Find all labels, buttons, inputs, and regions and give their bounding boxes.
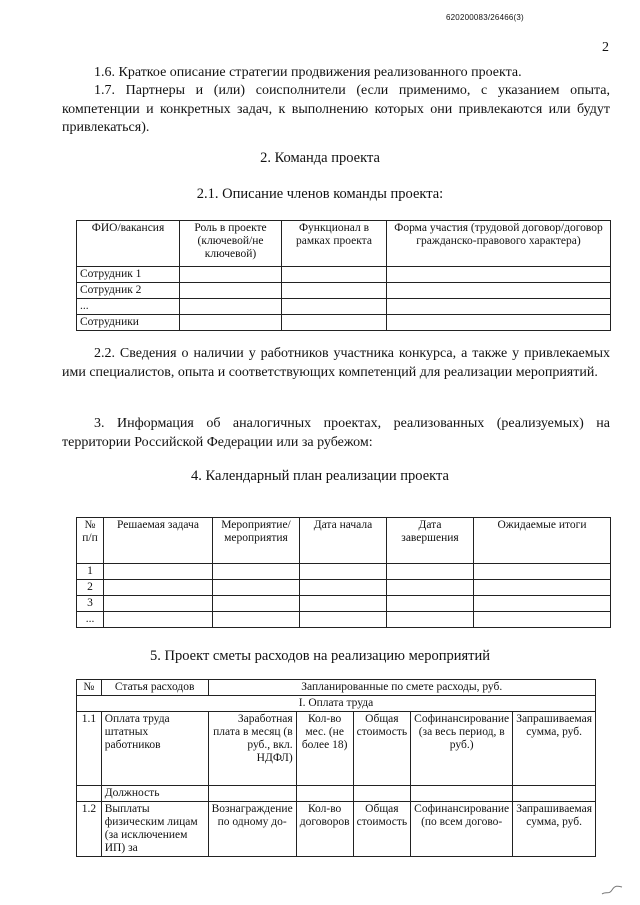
budget-row-1-1-item: Оплата труда штатных работников	[101, 712, 208, 786]
budget-row-1-1-months: Кол-во мес. (не более 18)	[296, 712, 353, 786]
budget-row-1-2-contracts: Кол-во договоров	[296, 802, 353, 857]
section-2-title: 2. Команда проекта	[260, 150, 380, 166]
plan-row-num: ...	[77, 612, 104, 628]
plan-row-num: 3	[77, 596, 104, 612]
budget-row-1-1-num: 1.1	[77, 712, 102, 786]
plan-header-start: Дата начала	[300, 518, 387, 564]
budget-row-1-2-requested: Запрашиваемая сумма, руб.	[513, 802, 596, 857]
handwritten-mark	[600, 883, 624, 897]
team-row-label: ...	[77, 299, 180, 315]
team-table	[76, 220, 611, 331]
plan-header-num: № п/п	[77, 518, 104, 564]
section-5-title: 5. Проект сметы расходов на реализацию мероприятий	[150, 648, 490, 664]
section-2-1-title: 2.1. Описание членов команды проекта:	[196, 186, 444, 202]
team-header-functions: Функционал в рамках проекта	[282, 221, 387, 267]
plan-header-activity: Мероприятие/мероприятия	[213, 518, 300, 564]
plan-row-num: 1	[77, 564, 104, 580]
budget-row-1-2-reward: Вознаграждение по одному до-	[208, 802, 296, 857]
team-row-label: Сотрудник 1	[77, 267, 180, 283]
budget-row-1-2-total: Общая стоимость	[353, 802, 411, 857]
budget-header-num: №	[77, 680, 102, 696]
plan-table	[76, 517, 611, 628]
budget-row-1-1-salary: Заработная плата в месяц (в руб., вкл. НДФЛ)	[208, 712, 296, 786]
plan-header-results: Ожидаемые итоги	[474, 518, 611, 564]
plan-row-num: 2	[77, 580, 104, 596]
budget-row-1-1-total: Общая стоимость	[353, 712, 411, 786]
section-4-title: 4. Календарный план реализации проекта	[191, 468, 449, 484]
budget-position-label: Должность	[101, 786, 208, 802]
team-header-role: Роль в проекте (ключевой/не ключевой)	[180, 221, 282, 267]
budget-section-labor: I. Оплата труда	[77, 696, 596, 712]
plan-header-end: Дата завершения	[387, 518, 474, 564]
budget-row-1-1-requested: Запрашиваемая сумма, руб.	[513, 712, 596, 786]
budget-row-1-1-cofinancing: Софинансирование (за весь период, в руб.)	[411, 712, 513, 786]
paragraph-1-6: 1.6. Краткое описание стратегии продвижения реализованного проекта.	[94, 65, 522, 80]
paragraph-3: 3. Информация об аналогичных проектах, реализованных (реализуемых) на территории Российской Федерации или за рубежом:	[62, 416, 610, 450]
paragraph-1-7: 1.7. Партнеры и (или) соисполнители (если применимо, с указанием опыта, компетенции и конкретных задач, к выполнению которых они привлекаются или будут привлекаться).	[62, 83, 610, 135]
budget-table	[76, 679, 596, 857]
budget-header-item: Статья расходов	[101, 680, 208, 696]
page-number: 2	[602, 40, 609, 55]
budget-row-1-2-num: 1.2	[77, 802, 102, 857]
team-header-name: ФИО/вакансия	[77, 221, 180, 267]
team-row-label: Сотрудник 2	[77, 283, 180, 299]
team-header-form: Форма участия (трудовой договор/договор гражданско-правового характера)	[387, 221, 611, 267]
budget-row-1-2-item: Выплаты физическим лицам (за исключением ИП) за	[101, 802, 208, 857]
budget-row-1-2-cofinancing: Софинансирование (по всем догово-	[411, 802, 513, 857]
paragraph-2-2: 2.2. Сведения о наличии у работников участника конкурса, а также у привлекаемых ими специалистов, опыта и соответствующих компетенций для реализации мероприятий.	[62, 346, 610, 380]
budget-header-planned: Запланированные по смете расходы, руб.	[208, 680, 595, 696]
team-row-label: Сотрудники	[77, 315, 180, 331]
document-number: 620200083/26466(3)	[446, 13, 524, 22]
plan-header-task: Решаемая задача	[104, 518, 213, 564]
